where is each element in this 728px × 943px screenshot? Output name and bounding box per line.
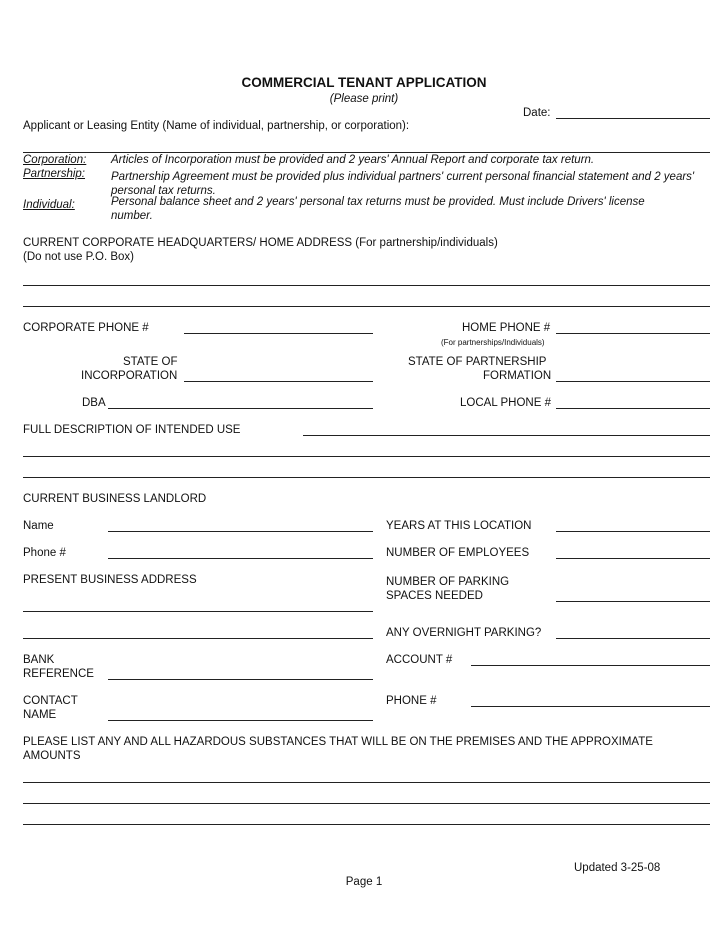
req-type-partnership: Partnership: (23, 168, 86, 180)
contact-label-2: NAME (23, 709, 57, 721)
landlord-section-label: CURRENT BUSINESS LANDLORD (23, 493, 207, 505)
updated-note: Updated 3-25-08 (574, 862, 661, 874)
account-label: ACCOUNT # (386, 654, 453, 666)
page-number: Page 1 (345, 876, 383, 888)
date-label: Date: (523, 107, 551, 119)
local-phone-field[interactable] (556, 408, 710, 409)
home-phone-field[interactable] (556, 333, 710, 334)
req-type-individual: Individual: (23, 199, 75, 211)
req-type-corporation: Corporation: (23, 154, 87, 166)
bank-label-1: BANK (23, 654, 55, 666)
state-part-field[interactable] (556, 381, 710, 382)
hq-label: CURRENT CORPORATE HEADQUARTERS/ HOME ADDRESS (For partnership/individuals) (23, 237, 498, 249)
intended-use-field-3[interactable] (23, 477, 710, 478)
intended-use-label: FULL DESCRIPTION OF INTENDED USE (23, 424, 241, 436)
hazardous-field-2[interactable] (23, 803, 710, 804)
employees-label: NUMBER OF EMPLOYEES (386, 547, 530, 559)
bank-phone-field[interactable] (471, 706, 710, 707)
home-phone-note: (For partnerships/Individuals) (441, 338, 545, 347)
local-phone-label: LOCAL PHONE # (460, 397, 551, 409)
hq-note: (Do not use P.O. Box) (23, 251, 135, 263)
overnight-label: ANY OVERNIGHT PARKING? (386, 627, 542, 639)
state-inc-label-1: STATE OF (123, 356, 178, 368)
corporate-phone-field[interactable] (184, 333, 373, 334)
address-field-1[interactable] (23, 611, 373, 612)
req-text-corporation: Articles of Incorporation must be provided and 2 years' Annual Report and corporate tax return. (111, 154, 595, 166)
hazardous-label: PLEASE LIST ANY AND ALL HAZARDOUS SUBSTANCES THAT WILL BE ON THE PREMISES AND THE APPROXIMATE AMOUNTS (23, 736, 653, 762)
req-text-partnership: Partnership Agreement must be provided plus individual partners' current personal financial statement and 2 years' personal tax returns. (111, 171, 695, 197)
parking-label-2: SPACES NEEDED (386, 590, 483, 602)
address-field-2[interactable] (23, 638, 373, 639)
bank-phone-label: PHONE # (386, 695, 437, 707)
bank-label-2: REFERENCE (23, 668, 94, 680)
contact-name-field[interactable] (108, 720, 373, 721)
overnight-field[interactable] (556, 638, 710, 639)
date-field[interactable] (556, 118, 710, 119)
hq-address-line-1[interactable] (23, 285, 710, 286)
address-label: PRESENT BUSINESS ADDRESS (23, 574, 197, 586)
intended-use-field-2[interactable] (23, 456, 710, 457)
dba-label: DBA (82, 397, 106, 409)
home-phone-label: HOME PHONE # (462, 322, 551, 334)
parking-field[interactable] (556, 601, 710, 602)
req-text-individual: Personal balance sheet and 2 years' personal tax returns must be provided. Must include Drivers' license number. (111, 196, 645, 222)
landlord-name-label: Name (23, 520, 54, 532)
account-field[interactable] (471, 665, 710, 666)
hazardous-field-3[interactable] (23, 824, 710, 825)
years-label: YEARS AT THIS LOCATION (386, 520, 532, 532)
contact-label-1: CONTACT (23, 695, 78, 707)
hazardous-field-1[interactable] (23, 782, 710, 783)
state-inc-field[interactable] (184, 381, 373, 382)
state-part-label-2: FORMATION (483, 370, 552, 382)
state-part-label-1: STATE OF PARTNERSHIP (408, 356, 547, 368)
years-field[interactable] (556, 531, 710, 532)
hq-address-line-2[interactable] (23, 306, 710, 307)
corporate-phone-label: CORPORATE PHONE # (23, 322, 149, 334)
landlord-phone-field[interactable] (108, 558, 373, 559)
landlord-name-field[interactable] (108, 531, 373, 532)
employees-field[interactable] (556, 558, 710, 559)
page-subtitle: (Please print) (329, 93, 399, 105)
bank-reference-field[interactable] (108, 679, 373, 680)
landlord-phone-label: Phone # (23, 547, 66, 559)
state-inc-label-2: INCORPORATION (81, 370, 178, 382)
parking-label-1: NUMBER OF PARKING (386, 576, 510, 588)
page-title: COMMERCIAL TENANT APPLICATION (241, 75, 487, 90)
dba-field[interactable] (108, 408, 373, 409)
applicant-label: Applicant or Leasing Entity (Name of individual, partnership, or corporation): (23, 120, 410, 132)
intended-use-field-1[interactable] (303, 435, 710, 436)
